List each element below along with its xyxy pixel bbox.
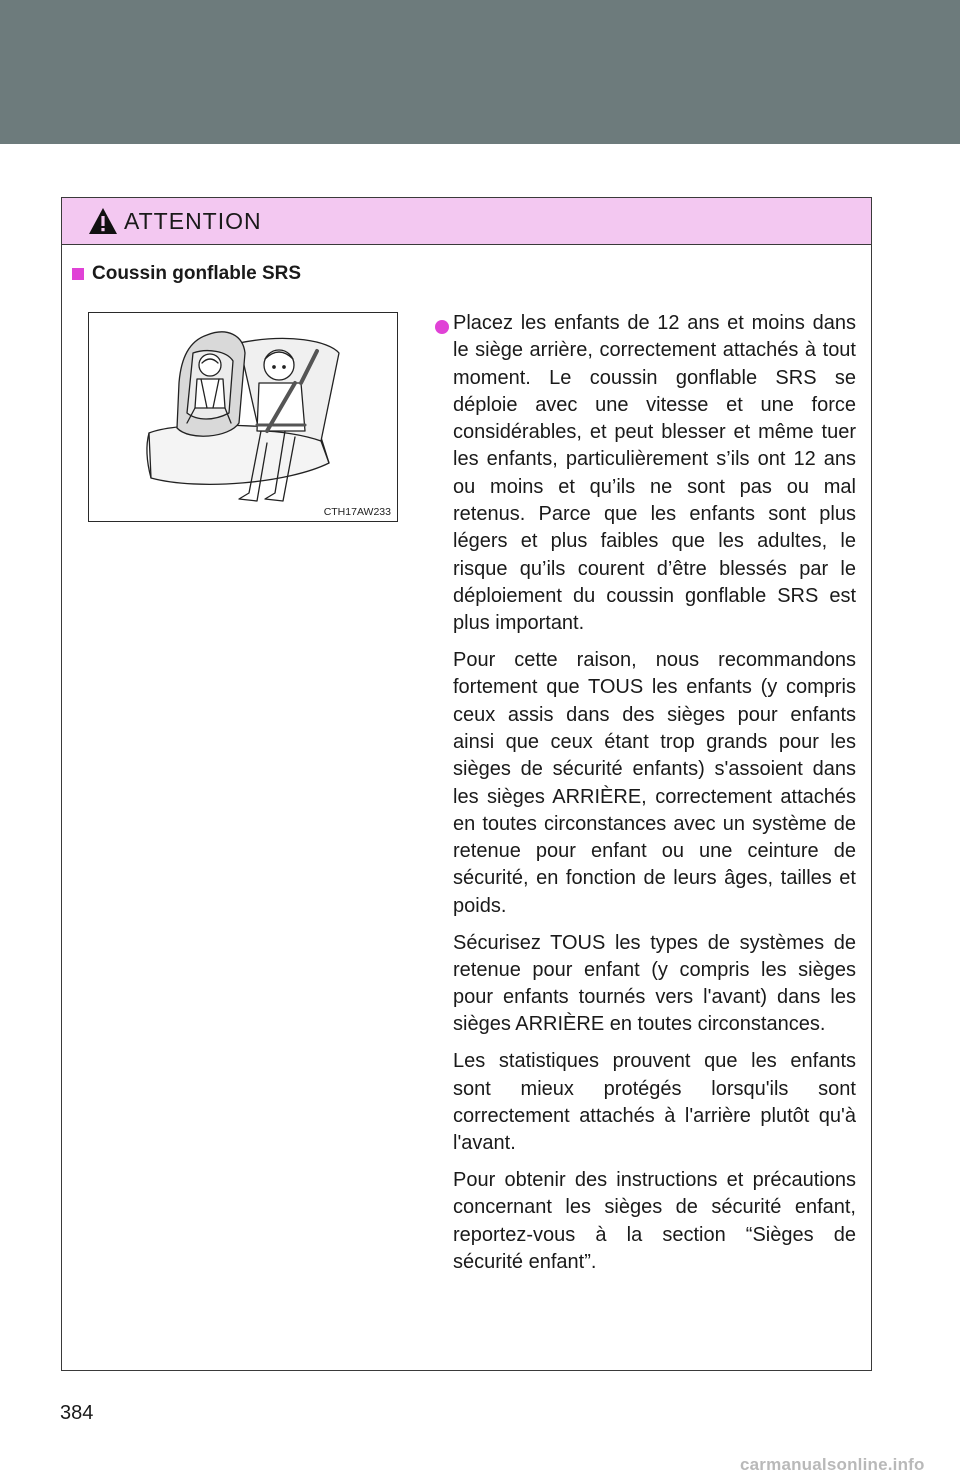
paragraph: Les statistiques prouvent que les enfants sont mieux protégés lorsqu'ils sont correctement attachés à l'arrière plutôt qu'à l'avant.: [453, 1050, 856, 1155]
section-heading: [72, 263, 301, 285]
watermark: carmanualsonline.info: [740, 1455, 925, 1474]
warning-triangle-icon: [88, 207, 118, 235]
warning-box: [61, 197, 872, 1371]
paragraph: Sécurisez TOUS les types de systèmes de retenue pour enfant (y compris les sièges pour enfants tournés vers l'avant) dans les sièges ARRIÈRE en toutes circonstances.: [453, 931, 856, 1036]
square-bullet-icon: [72, 268, 84, 280]
child-seat-illustration: [88, 312, 398, 522]
paragraph: Pour obtenir des instructions et précautions concernant les sièges de sécurité enfant, reportez-vous à la section “Sièges de sécurité enfant”.: [453, 1168, 856, 1273]
paragraph: Placez les enfants de 12 ans et moins dans le siège arrière, correctement attachés à tout moment. Le coussin gonflable SRS se déploie avec une vitesse et une force considérables, et peut blesser et même tuer les enfants, particulièrement s’ils ont 12 ans ou moins et qu’ils ne sont pas ou mal retenus. Parce que les enfants sont plus légers et plus faibles que les adultes, le risque qu’ils courent d’être blessés par le déploiement du coussin gonflable SRS est plus important.: [453, 312, 856, 635]
warning-header: [62, 198, 871, 245]
warning-text: [453, 310, 856, 1286]
page-number: 384: [60, 1402, 94, 1424]
children-in-seat-drawing: [89, 313, 396, 520]
top-band: [0, 0, 960, 144]
paragraph: Pour cette raison, nous recommandons fortement que TOUS les enfants (y compris ceux assis dans des sièges pour enfants ainsi que ceux étant trop grands pour les sièges de sécurité enfants) s'assoient dans les sièges ARRIÈRE, correctement attachés en toutes circonstances avec un système de retenue pour enfant ou une ceinture de sécurité, en fonction de leurs âges, tailles et poids.: [453, 649, 856, 917]
section-title: Coussin gonflable SRS: [92, 263, 302, 284]
circle-bullet-icon: [435, 320, 449, 334]
warning-title: ATTENTION: [124, 207, 262, 234]
figure-code: CTH17AW233: [323, 506, 391, 518]
